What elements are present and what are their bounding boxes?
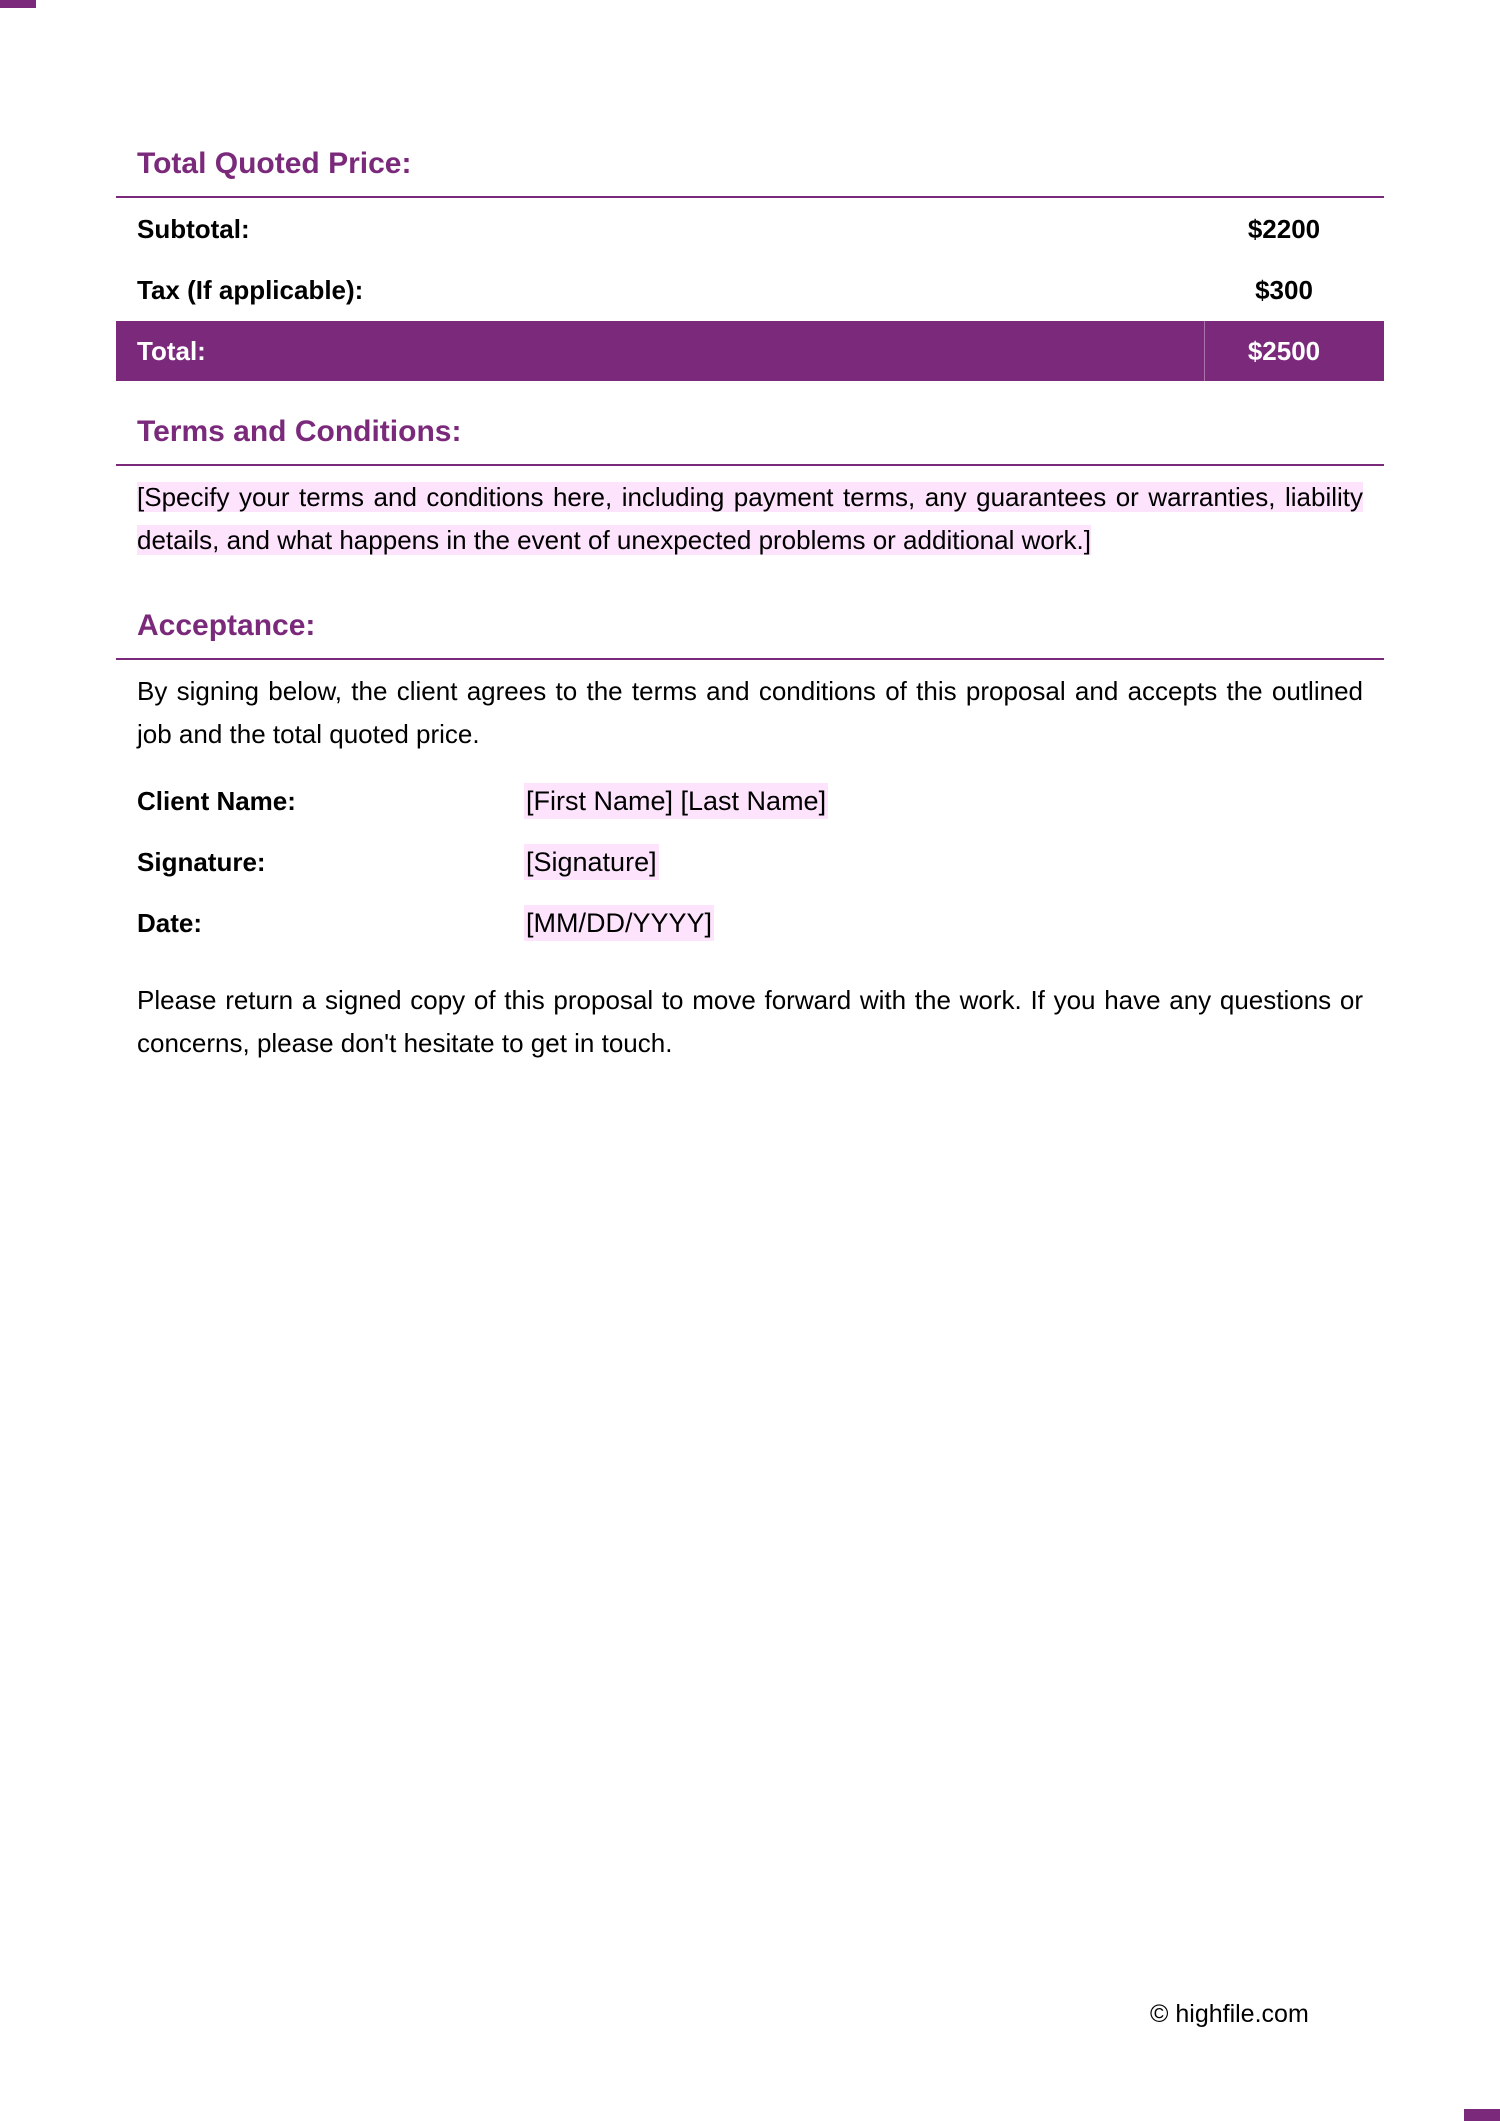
total-value: $2500: [1247, 336, 1321, 366]
date-value: [MM/DD/YYYY]: [524, 905, 714, 941]
terms-heading: Terms and Conditions:: [137, 415, 462, 448]
signature-label: Signature:: [137, 847, 266, 877]
subtotal-label: Subtotal:: [137, 214, 250, 244]
terms-heading-rule: [116, 464, 1384, 466]
acceptance-heading-rule: [116, 658, 1384, 660]
client-name-label: Client Name:: [137, 786, 296, 816]
signature-value: [Signature]: [524, 844, 659, 880]
price-row-total: [116, 321, 1384, 381]
terms-paragraph: [137, 476, 1363, 562]
client-name-value: [First Name] [Last Name]: [524, 783, 828, 819]
subtotal-value: $2200: [1247, 214, 1321, 244]
total-label: Total:: [137, 336, 206, 366]
date-label: Date:: [137, 908, 203, 938]
terms-placeholder-text: [Specify your terms and conditions here, including payment terms, any guarantees or warranties, liability details, and what happens in the event of unexpected problems or additional work.]: [137, 482, 1363, 555]
price-row-tax: [116, 260, 1384, 320]
corner-accent-bottom: [1464, 2109, 1500, 2121]
quote-heading-rule: [116, 196, 1384, 198]
acceptance-heading: Acceptance:: [137, 609, 316, 642]
closing-paragraph: Please return a signed copy of this proposal to move forward with the work. If you have any questions or concerns, please don't hesitate to get in touch.: [137, 985, 1363, 1058]
tax-label: Tax (If applicable):: [137, 275, 364, 305]
tax-value: $300: [1255, 275, 1313, 305]
corner-accent-top: [0, 0, 36, 8]
acceptance-intro: By signing below, the client agrees to the terms and conditions of this proposal and accepts the outlined job and the total quoted price.: [137, 676, 1363, 749]
quote-heading: Total Quoted Price:: [137, 147, 412, 180]
footer-copyright: © highfile.com: [1150, 2000, 1309, 2028]
price-row-subtotal: [116, 199, 1384, 259]
